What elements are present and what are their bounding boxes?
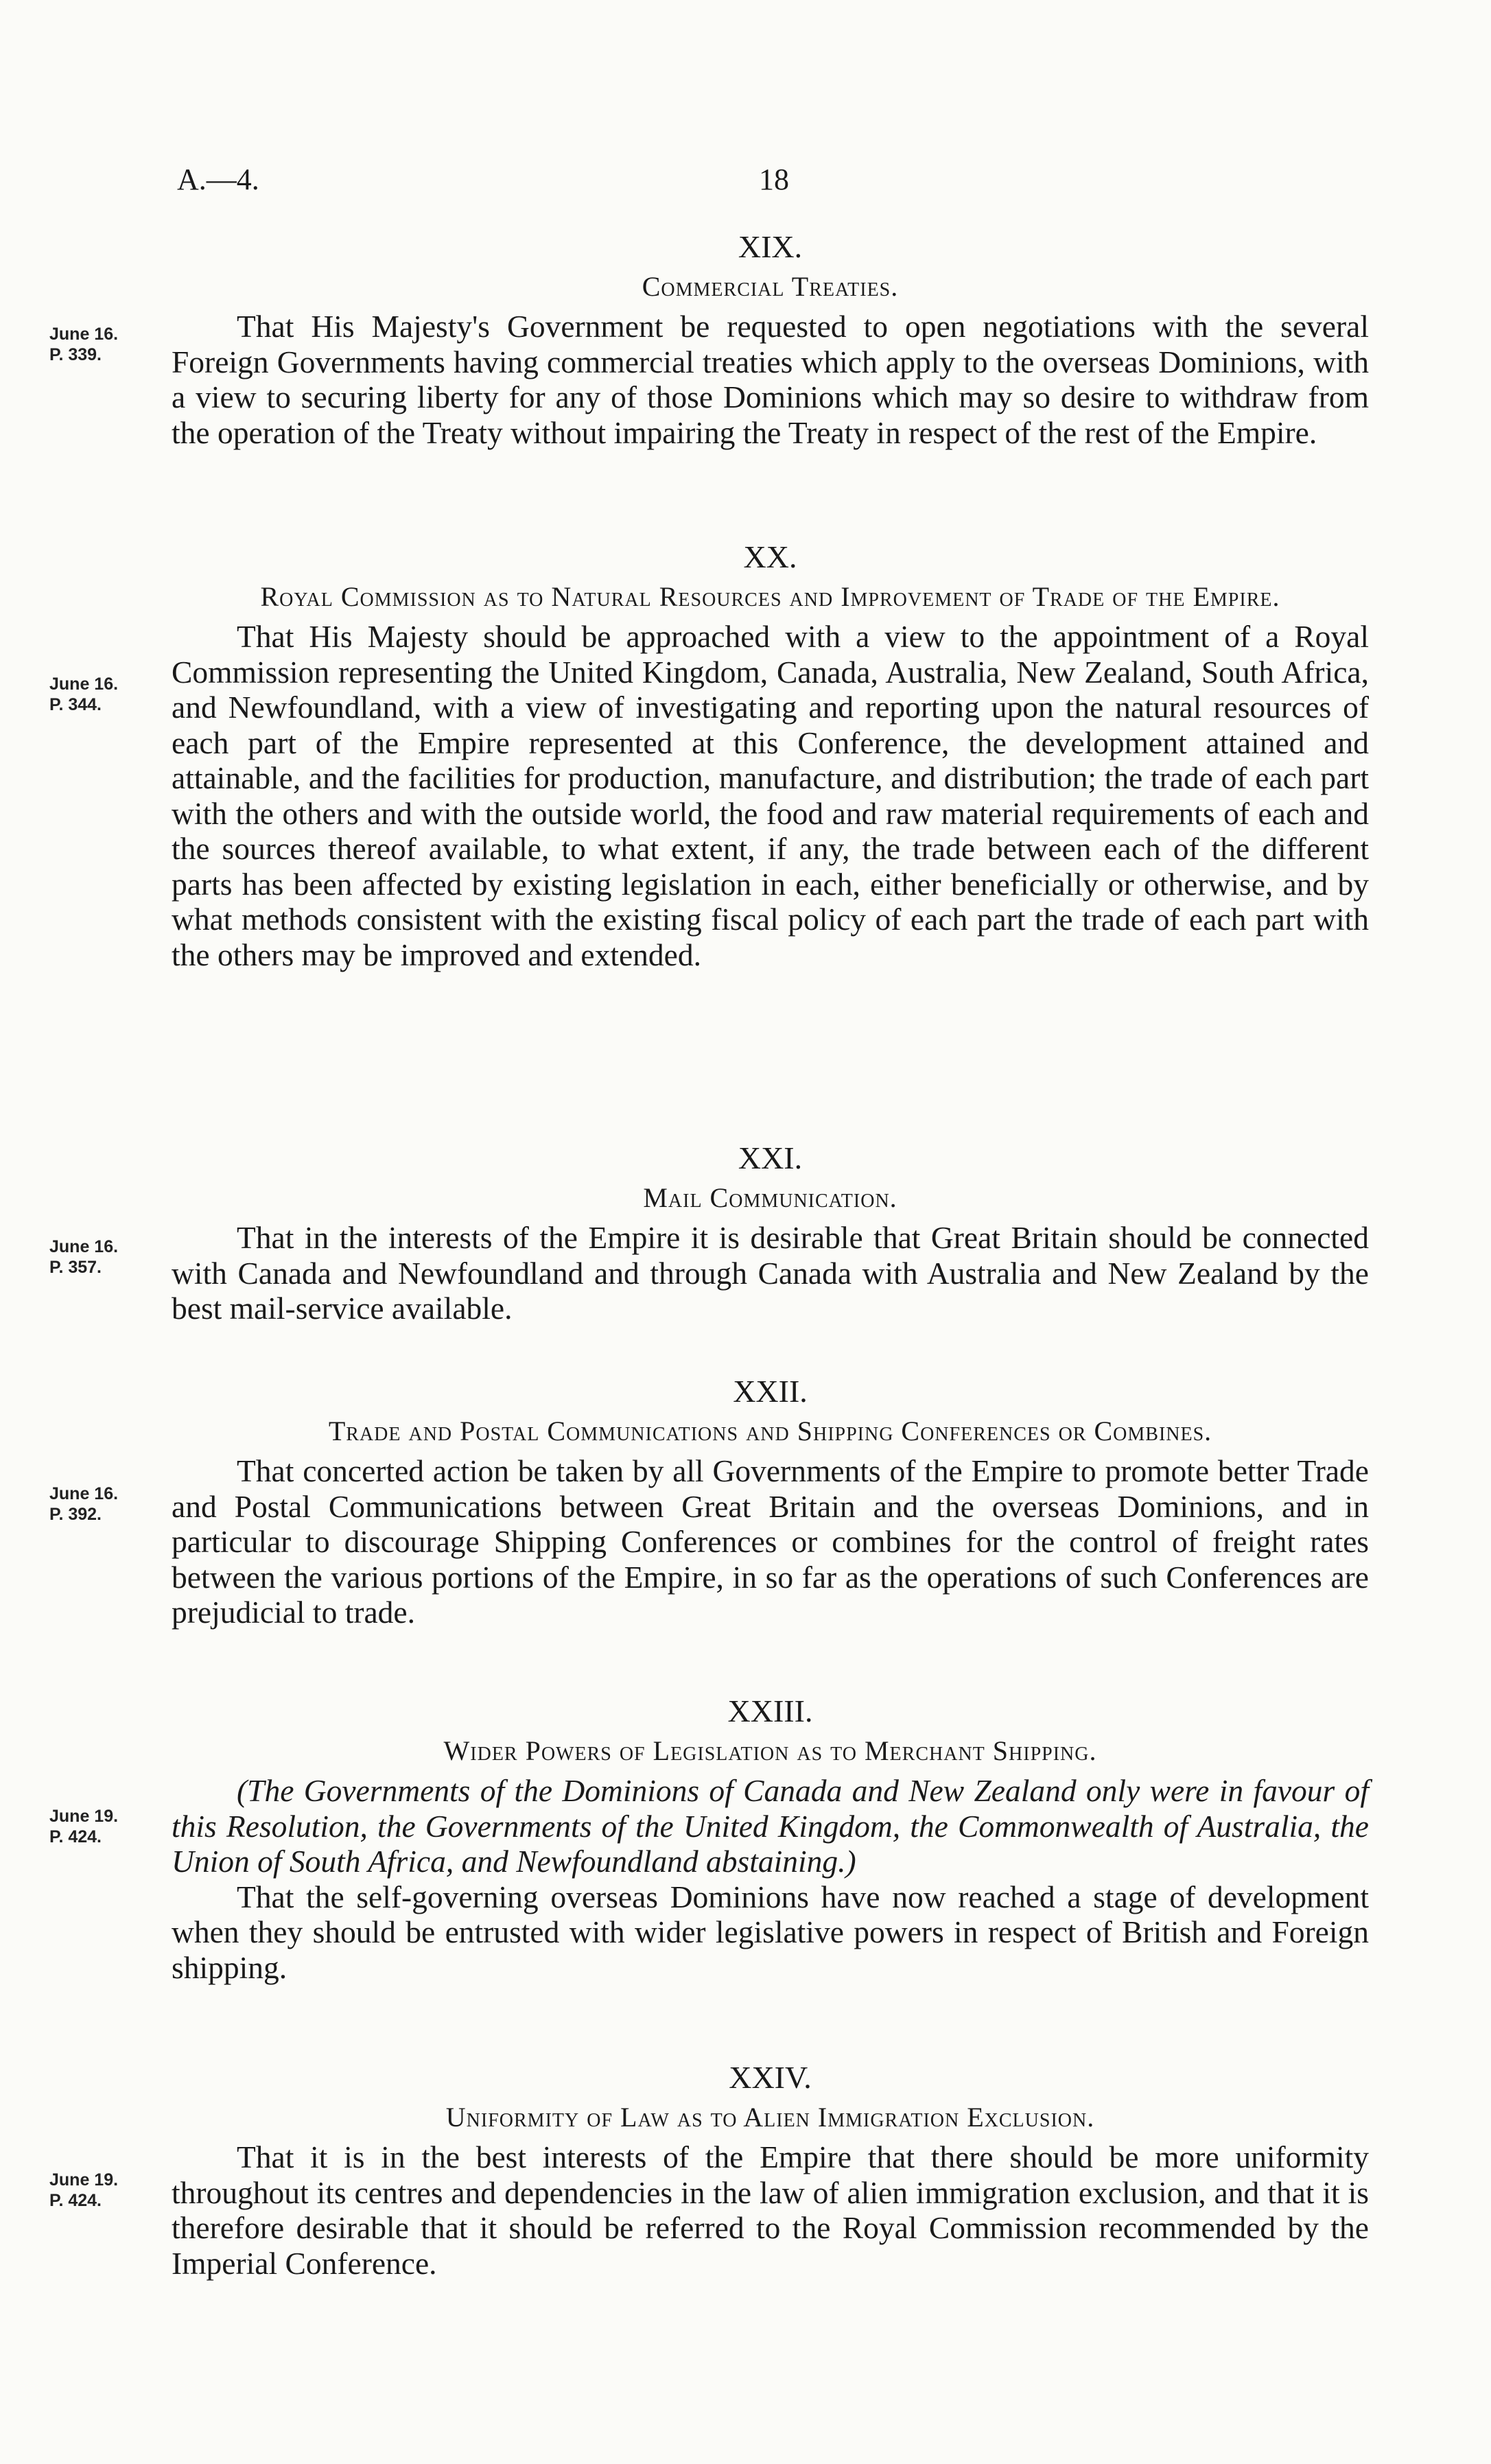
- section-numeral: XIX.: [738, 229, 803, 264]
- section-numeral: XXI.: [738, 1140, 803, 1175]
- margin-page: P. 339.: [49, 345, 102, 364]
- section-numeral: XX.: [743, 539, 797, 574]
- section-xxii: [172, 1372, 1369, 1630]
- section-body: [172, 2139, 1369, 2281]
- margin-page: P. 357.: [49, 1258, 102, 1277]
- margin-date: June 19.: [49, 1807, 119, 1826]
- section-title: Mail Communication.: [643, 1182, 897, 1213]
- margin-page: P. 344.: [49, 695, 102, 714]
- section-xxiv: [172, 2058, 1369, 2281]
- section-xxiii: [172, 1692, 1369, 1985]
- margin-note-xxi: [49, 1236, 159, 1278]
- margin-page: P. 424.: [49, 1827, 102, 1846]
- document-reference: A.—4.: [177, 163, 259, 196]
- section-xx: [172, 538, 1369, 972]
- section-title: Trade and Postal Communications and Shipping Conferences or Combines.: [328, 1416, 1212, 1446]
- margin-note-xx: [49, 674, 159, 715]
- margin-page: P. 424.: [49, 2191, 102, 2210]
- paragraph: That concerted action be taken by all Governments of the Empire to promote better Trade and Postal Communications between Great Britain and the overseas Dominions, and in particular to discourage Shipping Conferences or combines for the control of freight rates between the various portions of the Empire, in so far as the operations of such Conferences are prejudicial to trade.: [172, 1453, 1369, 1630]
- section-body: [172, 1453, 1369, 1630]
- margin-date: June 19.: [49, 2170, 119, 2190]
- margin-date: June 16.: [49, 325, 119, 344]
- margin-note-xxii: [49, 1483, 159, 1525]
- paragraph: That His Majesty should be approached with a view to the appointment of a Royal Commission representing the United Kingdom, Canada, Australia, New Zealand, South Africa, and Newfoundland, with a view of investigating and reporting upon the natural resources of each part of the Empire represented at this Conference, the development attained and attainable, and the facilities for production, manufacture, and distribution; the trade of each part with the others and with the outside world, the food and raw material requirements of each and the sources thereof available, to what extent, if any, the trade between each of the different parts has been affected by existing legislation in each, either beneficially or otherwise, and by what methods consistent with the existing fiscal policy of each part the trade of each part with the others may be improved and extended.: [172, 619, 1369, 972]
- paragraph: That His Majesty's Government be requested to open negotiations with the several Foreign Governments having commercial treaties which apply to the overseas Dominions, with a view to securing liberty for any of those Dominions which may so desire to withdraw from the operation of the Treaty without impairing the Treaty in respect of the rest of the Empire.: [172, 309, 1369, 450]
- section-numeral: XXIV.: [729, 2060, 812, 2095]
- section-numeral: XXII.: [733, 1374, 808, 1409]
- section-title: Royal Commission as to Natural Resources and Improvement of Trade of the Empire.: [260, 581, 1280, 612]
- margin-date: June 16.: [49, 1237, 119, 1256]
- page-number: 18: [759, 163, 789, 196]
- page-header: [177, 162, 1371, 203]
- margin-note-xix: [49, 324, 159, 365]
- section-title: Wider Powers of Legislation as to Merchant Shipping.: [443, 1735, 1097, 1766]
- section-xix: [172, 228, 1369, 450]
- margin-note-xxiii: [49, 1806, 159, 1847]
- paragraph: That the self-governing overseas Dominions have now reached a stage of development when they should be entrusted with wider legislative powers in respect of British and Foreign shipping.: [172, 1879, 1369, 1985]
- paragraph: That it is in the best interests of the Empire that there should be more uniformity throughout its centres and dependencies in the law of alien immigration exclusion, and that it is therefore desirable that it should be referred to the Royal Commission recommended by the Imperial Conference.: [172, 2139, 1369, 2281]
- section-body: [172, 619, 1369, 972]
- government-note: (The Governments of the Dominions of Canada and New Zealand only were in favour of this Resolution, the Governments of the United Kingdom, the Commonwealth of Australia, the Union of South Africa, and Newfoundland abstaining.): [172, 1773, 1369, 1879]
- section-title: Commercial Treaties.: [642, 271, 899, 302]
- margin-date: June 16.: [49, 674, 119, 694]
- section-numeral: XXIII.: [727, 1693, 813, 1728]
- paragraph: That in the interests of the Empire it is desirable that Great Britain should be connected with Canada and Newfoundland and through Canada with Australia and New Zealand by the best mail-service available.: [172, 1220, 1369, 1326]
- section-body: [172, 1220, 1369, 1326]
- margin-note-xxiv: [49, 2170, 159, 2211]
- section-body: [172, 1773, 1369, 1985]
- section-body: [172, 309, 1369, 450]
- margin-date: June 16.: [49, 1484, 119, 1503]
- section-title: Uniformity of Law as to Alien Immigration Exclusion.: [445, 2102, 1095, 2133]
- margin-page: P. 392.: [49, 1505, 102, 1524]
- section-xxi: [172, 1139, 1369, 1326]
